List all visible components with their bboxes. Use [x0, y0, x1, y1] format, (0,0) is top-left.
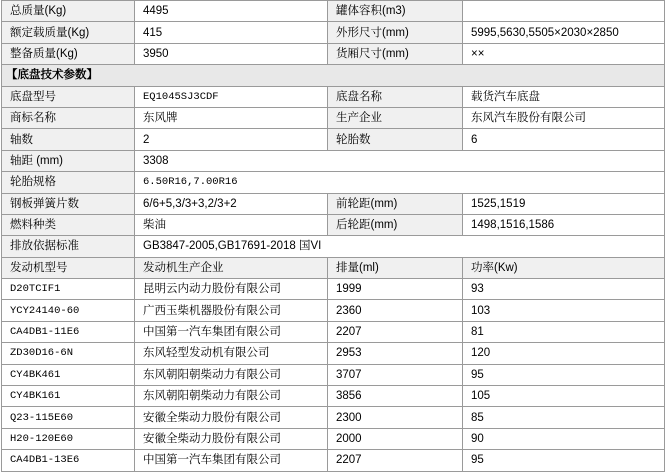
chassis-model-label: 底盘型号	[2, 86, 135, 107]
manufacturer-value: 东风汽车股份有限公司	[463, 107, 665, 128]
spec-table-body	[2, 1, 665, 472]
fuel-type-value: 柴油	[135, 214, 328, 235]
curb-mass-label: 整备质量(Kg)	[2, 43, 135, 64]
engine-displacement-cell: 2000	[328, 428, 463, 449]
engine-maker-cell: 中国第一汽车集团有限公司	[135, 450, 328, 471]
engine-row	[2, 428, 665, 449]
tire-count-label: 轮胎数	[328, 129, 463, 150]
cargo-box-dimensions-value: ××	[463, 43, 665, 64]
manufacturer-label: 生产企业	[328, 107, 463, 128]
engine-power-cell: 105	[463, 386, 665, 407]
engine-power-header: 功率(Kw)	[463, 257, 665, 278]
chassis-name-value: 载货汽车底盘	[463, 86, 665, 107]
engine-model-cell: ZD30D16-6N	[2, 343, 135, 364]
spec-row-fuel	[2, 214, 665, 235]
brand-label: 商标名称	[2, 107, 135, 128]
spec-row-emission	[2, 236, 665, 257]
engine-row	[2, 300, 665, 321]
tank-volume-value	[463, 1, 665, 22]
engine-maker-cell: 东风朝阳朝柴动力有限公司	[135, 386, 328, 407]
rated-load-label: 额定载质量(Kg)	[2, 22, 135, 43]
chassis-model-value: EQ1045SJ3CDF	[135, 86, 328, 107]
wheelbase-value: 3308	[135, 150, 665, 171]
chassis-section-title: 【底盘技术参数】	[2, 65, 665, 86]
engine-displacement-cell: 2953	[328, 343, 463, 364]
wheelbase-label: 轴距 (mm)	[2, 150, 135, 171]
engine-maker-cell: 东风朝阳朝柴动力有限公司	[135, 364, 328, 385]
engine-model-cell: CA4DB1-13E6	[2, 450, 135, 471]
total-mass-value: 4495	[135, 1, 328, 22]
engine-model-cell: H20-120E60	[2, 428, 135, 449]
engine-model-cell: CA4DB1-11E6	[2, 321, 135, 342]
tank-volume-label: 罐体容积(m3)	[328, 1, 463, 22]
engine-row	[2, 386, 665, 407]
engine-maker-header: 发动机生产企业	[135, 257, 328, 278]
axle-count-value: 2	[135, 129, 328, 150]
emission-standard-value: GB3847-2005,GB17691-2018 国VI	[135, 236, 665, 257]
tire-spec-label: 轮胎规格	[2, 172, 135, 193]
engine-row	[2, 364, 665, 385]
spec-row-chassis-model	[2, 86, 665, 107]
tire-count-value: 6	[463, 129, 665, 150]
emission-standard-label: 排放依据标准	[2, 236, 135, 257]
total-mass-label: 总质量(Kg)	[2, 1, 135, 22]
engine-table-header	[2, 257, 665, 278]
engine-maker-cell: 东风轻型发动机有限公司	[135, 343, 328, 364]
rear-track-label: 后轮距(mm)	[328, 214, 463, 235]
engine-power-cell: 95	[463, 450, 665, 471]
engine-displacement-cell: 1999	[328, 279, 463, 300]
leaf-spring-label: 钢板弹簧片数	[2, 193, 135, 214]
spec-row-wheelbase	[2, 150, 665, 171]
engine-model-cell: Q23-115E60	[2, 407, 135, 428]
spec-row-tire-spec	[2, 172, 665, 193]
engine-model-header: 发动机型号	[2, 257, 135, 278]
brand-value: 东风牌	[135, 107, 328, 128]
engine-maker-cell: 中国第一汽车集团有限公司	[135, 321, 328, 342]
cargo-box-dimensions-label: 货厢尺寸(mm)	[328, 43, 463, 64]
engine-row	[2, 279, 665, 300]
spec-row-axles	[2, 129, 665, 150]
engine-row	[2, 407, 665, 428]
engine-displacement-cell: 2207	[328, 450, 463, 471]
curb-mass-value: 3950	[135, 43, 328, 64]
front-track-value: 1525,1519	[463, 193, 665, 214]
spec-table	[1, 0, 665, 472]
engine-maker-cell: 安徽全柴动力股份有限公司	[135, 428, 328, 449]
engine-power-cell: 85	[463, 407, 665, 428]
engine-model-cell: D20TCIF1	[2, 279, 135, 300]
spec-row-rated-load	[2, 22, 665, 43]
spec-row-springs	[2, 193, 665, 214]
engine-displacement-header: 排量(ml)	[328, 257, 463, 278]
engine-row	[2, 343, 665, 364]
fuel-type-label: 燃料种类	[2, 214, 135, 235]
engine-power-cell: 93	[463, 279, 665, 300]
engine-power-cell: 95	[463, 364, 665, 385]
engine-displacement-cell: 2300	[328, 407, 463, 428]
engine-displacement-cell: 2360	[328, 300, 463, 321]
engine-displacement-cell: 3707	[328, 364, 463, 385]
tire-spec-value: 6.50R16,7.00R16	[135, 172, 665, 193]
engine-maker-cell: 广西玉柴机器股份有限公司	[135, 300, 328, 321]
chassis-name-label: 底盘名称	[328, 86, 463, 107]
engine-displacement-cell: 3856	[328, 386, 463, 407]
engine-power-cell: 81	[463, 321, 665, 342]
engine-maker-cell: 昆明云内动力股份有限公司	[135, 279, 328, 300]
spec-row-brand	[2, 107, 665, 128]
axle-count-label: 轴数	[2, 129, 135, 150]
overall-dimensions-label: 外形尺寸(mm)	[328, 22, 463, 43]
engine-model-cell: CY4BK461	[2, 364, 135, 385]
engine-power-cell: 120	[463, 343, 665, 364]
rear-track-value: 1498,1516,1586	[463, 214, 665, 235]
rated-load-value: 415	[135, 22, 328, 43]
engine-power-cell: 90	[463, 428, 665, 449]
spec-row-curb-mass	[2, 43, 665, 64]
vehicle-spec-sheet	[1, 0, 664, 472]
spec-row-total-mass	[2, 1, 665, 22]
chassis-section-header	[2, 65, 665, 86]
engine-model-cell: CY4BK161	[2, 386, 135, 407]
leaf-spring-value: 6/6+5,3/3+3,2/3+2	[135, 193, 328, 214]
engine-model-cell: YCY24140-60	[2, 300, 135, 321]
engine-row	[2, 450, 665, 471]
engine-displacement-cell: 2207	[328, 321, 463, 342]
front-track-label: 前轮距(mm)	[328, 193, 463, 214]
engine-power-cell: 103	[463, 300, 665, 321]
engine-maker-cell: 安徽全柴动力股份有限公司	[135, 407, 328, 428]
engine-row	[2, 321, 665, 342]
overall-dimensions-value: 5995,5630,5505×2030×2850	[463, 22, 665, 43]
